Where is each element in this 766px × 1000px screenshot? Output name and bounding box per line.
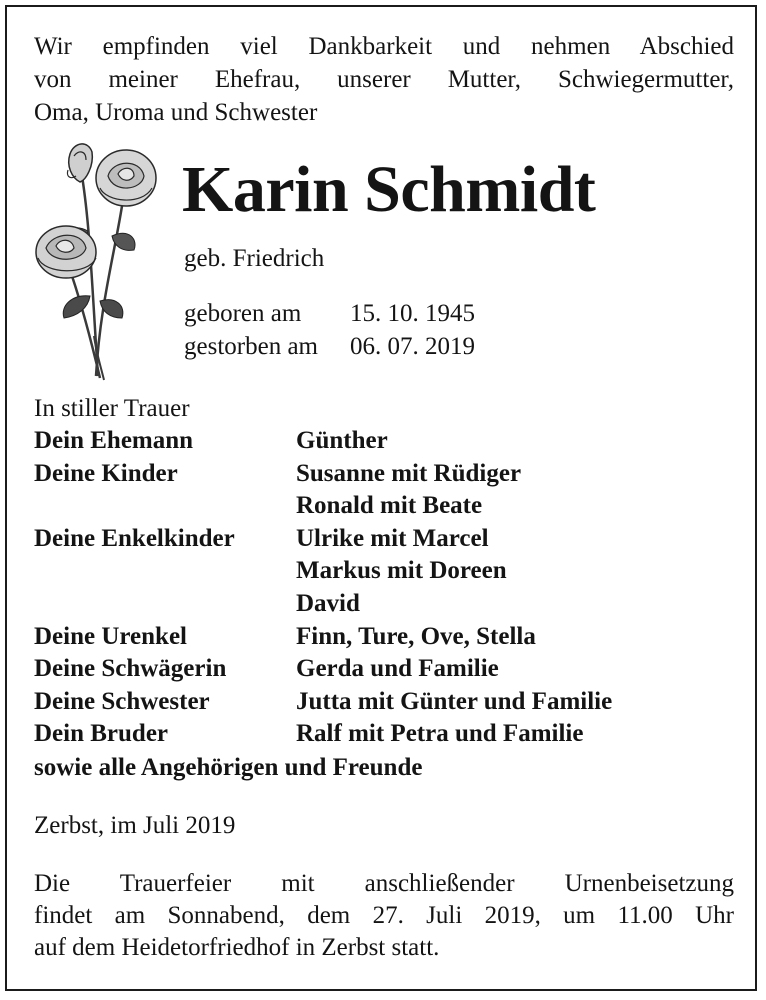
died-date: 06. 07. 2019	[350, 333, 475, 360]
service-line: findet am Sonnabend, dem 27. Juli 2019, um 11.00 Uhr	[34, 902, 734, 929]
roses-icon	[30, 136, 170, 386]
relation-label	[34, 555, 296, 588]
mourning-intro: In stiller Trauer	[34, 395, 190, 422]
place-date: Zerbst, im Juli 2019	[34, 812, 236, 839]
relation-label	[34, 490, 296, 523]
relation-label: Deine Urenkel	[34, 622, 187, 650]
mourner-row	[34, 653, 612, 686]
mourner-row	[34, 523, 612, 556]
born-label: geboren am	[184, 300, 302, 327]
mourner-names: Markus mit Doreen	[296, 557, 507, 585]
mourner-names: Gerda und Familie	[296, 655, 499, 683]
mourner-row	[34, 425, 612, 458]
relation-label: Deine Schwester	[34, 687, 210, 715]
mourner-names: Günther	[296, 427, 388, 454]
mourner-names: Susanne mit Rüdiger	[296, 459, 522, 487]
mourner-names: Ralf mit Petra und Familie	[296, 720, 584, 748]
died-row	[184, 330, 475, 363]
relation-label: Dein Bruder	[34, 720, 169, 748]
mourner-names: David	[296, 589, 360, 617]
life-dates	[184, 297, 475, 363]
born-row	[184, 297, 475, 330]
service-line: Die Trauerfeier mit anschließender Urnenbeisetzung	[34, 870, 734, 897]
died-label: gestorben am	[184, 333, 318, 360]
relation-label: Deine Enkelkinder	[34, 524, 235, 552]
birth-name: geb. Friedrich	[184, 245, 325, 272]
relation-label: Deine Schwägerin	[34, 655, 227, 683]
mourner-names: Finn, Ture, Ove, Stella	[296, 622, 536, 650]
relation-label	[34, 588, 296, 621]
relation-label: Dein Ehemann	[34, 427, 194, 454]
mourner-names: Ulrike mit Marcel	[296, 524, 489, 552]
intro-text	[34, 30, 734, 129]
intro-line: von meiner Ehefrau, unserer Mutter, Schwiegermutter,	[34, 66, 734, 93]
deceased-name: Karin Schmidt	[182, 153, 596, 226]
mourner-names: Jutta mit Günter und Familie	[296, 687, 613, 715]
mourner-row	[34, 621, 612, 654]
mourner-names: Ronald mit Beate	[296, 492, 483, 520]
service-line: auf dem Heidetorfriedhof in Zerbst statt.	[34, 934, 440, 961]
mourner-row	[34, 555, 612, 588]
mourner-row	[34, 686, 612, 719]
mourner-row	[34, 588, 612, 621]
mourners-list	[34, 425, 612, 751]
intro-line: Wir empfinden viel Dankbarkeit und nehmen Abschied	[34, 33, 734, 60]
mourner-row	[34, 490, 612, 523]
closing-line: sowie alle Angehörigen und Freunde	[34, 754, 423, 781]
born-date: 15. 10. 1945	[350, 300, 475, 327]
service-info	[34, 868, 734, 964]
mourner-row	[34, 458, 612, 491]
mourner-row	[34, 718, 612, 751]
relation-label: Deine Kinder	[34, 459, 178, 487]
intro-line: Oma, Uroma und Schwester	[34, 99, 318, 126]
